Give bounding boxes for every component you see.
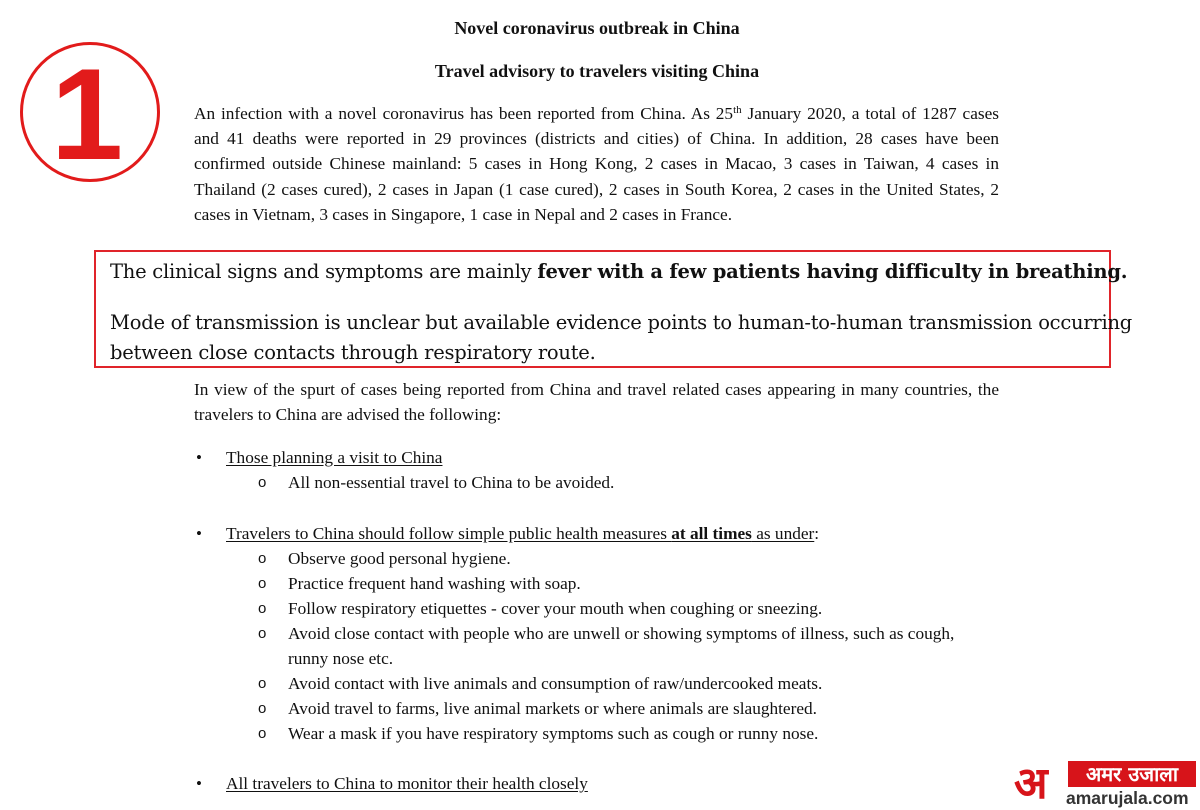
logo-url-text: amarujala.com: [1066, 788, 1189, 808]
document-subtitle: Travel advisory to travelers visiting China: [434, 61, 760, 81]
section-heading-planning-visit: Those planning a visit to China: [226, 448, 443, 467]
sub-marker: o: [258, 675, 267, 692]
health-measures-colon: :: [814, 524, 820, 543]
sub-marker: o: [258, 625, 267, 642]
sub-marker: o: [258, 474, 267, 491]
list-item: Observe good personal hygiene.: [288, 549, 511, 568]
bullet-marker: •: [196, 524, 202, 543]
intro-paragraph: [194, 101, 999, 227]
bullet-marker: •: [196, 774, 202, 793]
sub-marker: o: [258, 725, 267, 742]
list-item: Avoid travel to farms, live animal markets or where animals are slaughtered.: [288, 699, 817, 718]
badge-number: 1: [50, 41, 124, 187]
sub-marker: o: [258, 700, 267, 717]
list-item: Follow respiratory etiquettes - cover your mouth when coughing or sneezing.: [288, 599, 823, 618]
sub-marker: o: [258, 575, 267, 592]
section-heading-health-measures: [226, 522, 819, 546]
list-item: Wear a mask if you have respiratory symptoms such as cough or runny nose.: [288, 724, 819, 743]
list-item: All non-essential travel to China to be avoided.: [288, 473, 615, 492]
sub-marker: o: [258, 600, 267, 617]
logo-hindi-text: अमर उजाला: [1068, 761, 1196, 787]
intro-text-start: An infection with a novel coronavirus has been reported from China. As 25: [194, 104, 734, 123]
document-title: Novel coronavirus outbreak in China: [454, 18, 740, 38]
date-superscript: th: [733, 104, 742, 116]
health-measures-text: Travelers to China should follow simple public health measures: [226, 524, 672, 543]
list-item: Avoid close contact with people who are unwell or showing symptoms of illness, such as cough, runny nose etc.: [288, 624, 955, 668]
symptoms-bold-text: fever with a few patients having difficulty in breathing.: [537, 260, 1128, 283]
intro-text-rest: January 2020, a total of 1287 cases and 41 deaths were reported in 29 provinces (districts and cities) of China. In addition, 28 cases have been confirmed outside Chinese mainland: 5 cases in Hong Kong, 2 cases in Macao, 3 cases in Taiwan, 4 cases in Thailand (2 cases cured), 2 cases in Japan (1 case cured), 2 cases in South Korea, 2 cases in the United States, 2 cases in Vietnam, 3 cases in Singapore, 1 case in Nepal and 2 cases in France.: [194, 104, 999, 224]
number-badge: [20, 41, 160, 187]
transmission-line-1: Mode of transmission is unclear but available evidence points to human-to-human transmission occurring: [110, 311, 1133, 334]
bullet-marker: •: [196, 448, 202, 467]
transmission-line-2: between close contacts through respiratory route.: [110, 341, 596, 364]
symptoms-text: The clinical signs and symptoms are mainly: [110, 260, 538, 283]
list-item: Practice frequent hand washing with soap.: [288, 574, 581, 593]
logo-mark-icon: अ: [1014, 758, 1048, 809]
symptoms-line: [110, 257, 1127, 287]
section-heading-monitor-health: All travelers to China to monitor their health closely: [226, 774, 588, 793]
health-measures-bold: at all times: [671, 524, 752, 543]
health-measures-end: as under: [751, 524, 815, 543]
sub-marker: o: [258, 550, 267, 567]
advice-intro: In view of the spurt of cases being reported from China and travel related cases appearing in many countries, the travelers to China are advised the following:: [194, 380, 999, 424]
list-item: Avoid contact with live animals and consumption of raw/undercooked meats.: [288, 674, 823, 693]
